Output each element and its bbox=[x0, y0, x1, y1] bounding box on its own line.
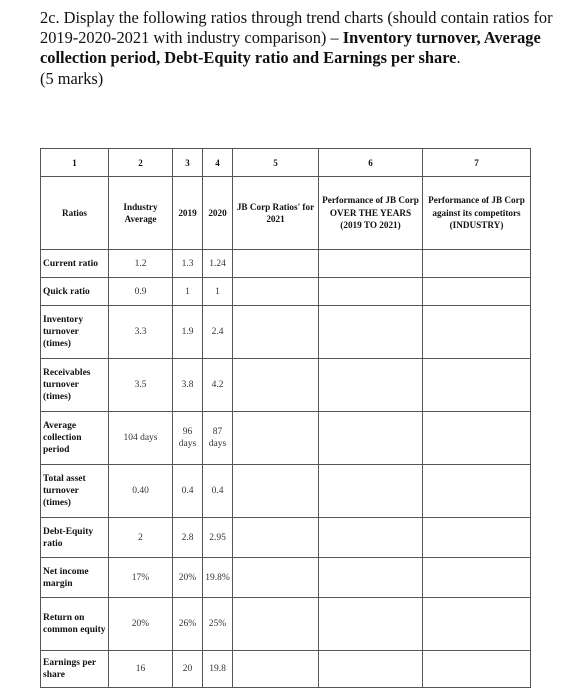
jb-2021-cell bbox=[233, 558, 319, 598]
year-2020-cell: 2.95 bbox=[203, 518, 233, 558]
industry-average-cell: 20% bbox=[109, 598, 173, 651]
performance-over-years-cell bbox=[319, 598, 423, 651]
performance-vs-industry-cell bbox=[423, 412, 531, 465]
performance-vs-industry-cell bbox=[423, 250, 531, 278]
industry-average-cell: 2 bbox=[109, 518, 173, 558]
industry-average-cell: 17% bbox=[109, 558, 173, 598]
performance-over-years-cell bbox=[319, 359, 423, 412]
year-2020-cell: 4.2 bbox=[203, 359, 233, 412]
ratio-name-cell: Average collection period bbox=[41, 412, 109, 465]
question-bold-items: Inventory turnover, Average collection period, Debt-Equity ratio and Earnings per share bbox=[40, 28, 541, 67]
header-performance-over-years: Performance of JB Corp OVER THE YEARS (2019 TO 2021) bbox=[319, 177, 423, 250]
column-number: 3 bbox=[173, 149, 203, 177]
table-row bbox=[41, 359, 531, 412]
performance-over-years-cell bbox=[319, 465, 423, 518]
table-row bbox=[41, 250, 531, 278]
table-row bbox=[41, 278, 531, 306]
ratios-table bbox=[40, 148, 531, 688]
question-text bbox=[40, 8, 560, 89]
table-row bbox=[41, 518, 531, 558]
performance-vs-industry-cell bbox=[423, 359, 531, 412]
header-industry-average: Industry Average bbox=[109, 177, 173, 250]
year-2019-cell: 20% bbox=[173, 558, 203, 598]
performance-vs-industry-cell bbox=[423, 598, 531, 651]
year-2019-cell: 26% bbox=[173, 598, 203, 651]
jb-2021-cell bbox=[233, 518, 319, 558]
year-2019-cell: 96 days bbox=[173, 412, 203, 465]
table-row bbox=[41, 412, 531, 465]
performance-over-years-cell bbox=[319, 278, 423, 306]
year-2019-cell: 0.4 bbox=[173, 465, 203, 518]
column-number: 5 bbox=[233, 149, 319, 177]
column-number-row bbox=[41, 149, 531, 177]
performance-vs-industry-cell bbox=[423, 465, 531, 518]
year-2019-cell: 2.8 bbox=[173, 518, 203, 558]
column-number: 2 bbox=[109, 149, 173, 177]
performance-over-years-cell bbox=[319, 250, 423, 278]
header-row bbox=[41, 177, 531, 250]
year-2020-cell: 19.8% bbox=[203, 558, 233, 598]
ratio-name-cell: Inventory turnover (times) bbox=[41, 306, 109, 359]
question-marks: (5 marks) bbox=[40, 69, 104, 88]
column-number: 6 bbox=[319, 149, 423, 177]
ratio-name-cell: Quick ratio bbox=[41, 278, 109, 306]
year-2019-cell: 1.3 bbox=[173, 250, 203, 278]
performance-over-years-cell bbox=[319, 651, 423, 688]
performance-vs-industry-cell bbox=[423, 651, 531, 688]
jb-2021-cell bbox=[233, 250, 319, 278]
table-row bbox=[41, 598, 531, 651]
jb-2021-cell bbox=[233, 359, 319, 412]
year-2020-cell: 2.4 bbox=[203, 306, 233, 359]
industry-average-cell: 104 days bbox=[109, 412, 173, 465]
header-ratios: Ratios bbox=[41, 177, 109, 250]
industry-average-cell: 3.3 bbox=[109, 306, 173, 359]
jb-2021-cell bbox=[233, 465, 319, 518]
jb-2021-cell bbox=[233, 412, 319, 465]
ratio-name-cell: Current ratio bbox=[41, 250, 109, 278]
question-suffix: . bbox=[456, 48, 461, 67]
industry-average-cell: 0.9 bbox=[109, 278, 173, 306]
performance-vs-industry-cell bbox=[423, 558, 531, 598]
header-2020: 2020 bbox=[203, 177, 233, 250]
industry-average-cell: 1.2 bbox=[109, 250, 173, 278]
table-row bbox=[41, 306, 531, 359]
year-2019-cell: 1 bbox=[173, 278, 203, 306]
jb-2021-cell bbox=[233, 306, 319, 359]
industry-average-cell: 16 bbox=[109, 651, 173, 688]
column-number: 1 bbox=[41, 149, 109, 177]
year-2019-cell: 20 bbox=[173, 651, 203, 688]
performance-over-years-cell bbox=[319, 412, 423, 465]
ratio-name-cell: Net income margin bbox=[41, 558, 109, 598]
performance-vs-industry-cell bbox=[423, 518, 531, 558]
year-2019-cell: 3.8 bbox=[173, 359, 203, 412]
year-2020-cell: 1 bbox=[203, 278, 233, 306]
column-number: 7 bbox=[423, 149, 531, 177]
performance-vs-industry-cell bbox=[423, 306, 531, 359]
ratio-name-cell: Debt-Equity ratio bbox=[41, 518, 109, 558]
ratio-name-cell: Total asset turnover (times) bbox=[41, 465, 109, 518]
question-prefix: 2c. Display the following ratios through trend charts (should contain ratios for 2019-2020-2021 with industry comparison) – bbox=[40, 8, 553, 47]
year-2020-cell: 87 days bbox=[203, 412, 233, 465]
year-2020-cell: 0.4 bbox=[203, 465, 233, 518]
header-2019: 2019 bbox=[173, 177, 203, 250]
jb-2021-cell bbox=[233, 278, 319, 306]
performance-over-years-cell bbox=[319, 306, 423, 359]
year-2020-cell: 1.24 bbox=[203, 250, 233, 278]
table-row bbox=[41, 465, 531, 518]
ratio-name-cell: Receivables turnover (times) bbox=[41, 359, 109, 412]
industry-average-cell: 3.5 bbox=[109, 359, 173, 412]
header-jb-2021: JB Corp Ratios' for 2021 bbox=[233, 177, 319, 250]
year-2020-cell: 19.8 bbox=[203, 651, 233, 688]
performance-over-years-cell bbox=[319, 558, 423, 598]
year-2019-cell: 1.9 bbox=[173, 306, 203, 359]
jb-2021-cell bbox=[233, 651, 319, 688]
performance-over-years-cell bbox=[319, 518, 423, 558]
year-2020-cell: 25% bbox=[203, 598, 233, 651]
industry-average-cell: 0.40 bbox=[109, 465, 173, 518]
ratio-name-cell: Earnings per share bbox=[41, 651, 109, 688]
table-row bbox=[41, 558, 531, 598]
table-row bbox=[41, 651, 531, 688]
performance-vs-industry-cell bbox=[423, 278, 531, 306]
header-performance-vs-industry: Performance of JB Corp against its competitors (INDUSTRY) bbox=[423, 177, 531, 250]
column-number: 4 bbox=[203, 149, 233, 177]
ratio-name-cell: Return on common equity bbox=[41, 598, 109, 651]
jb-2021-cell bbox=[233, 598, 319, 651]
